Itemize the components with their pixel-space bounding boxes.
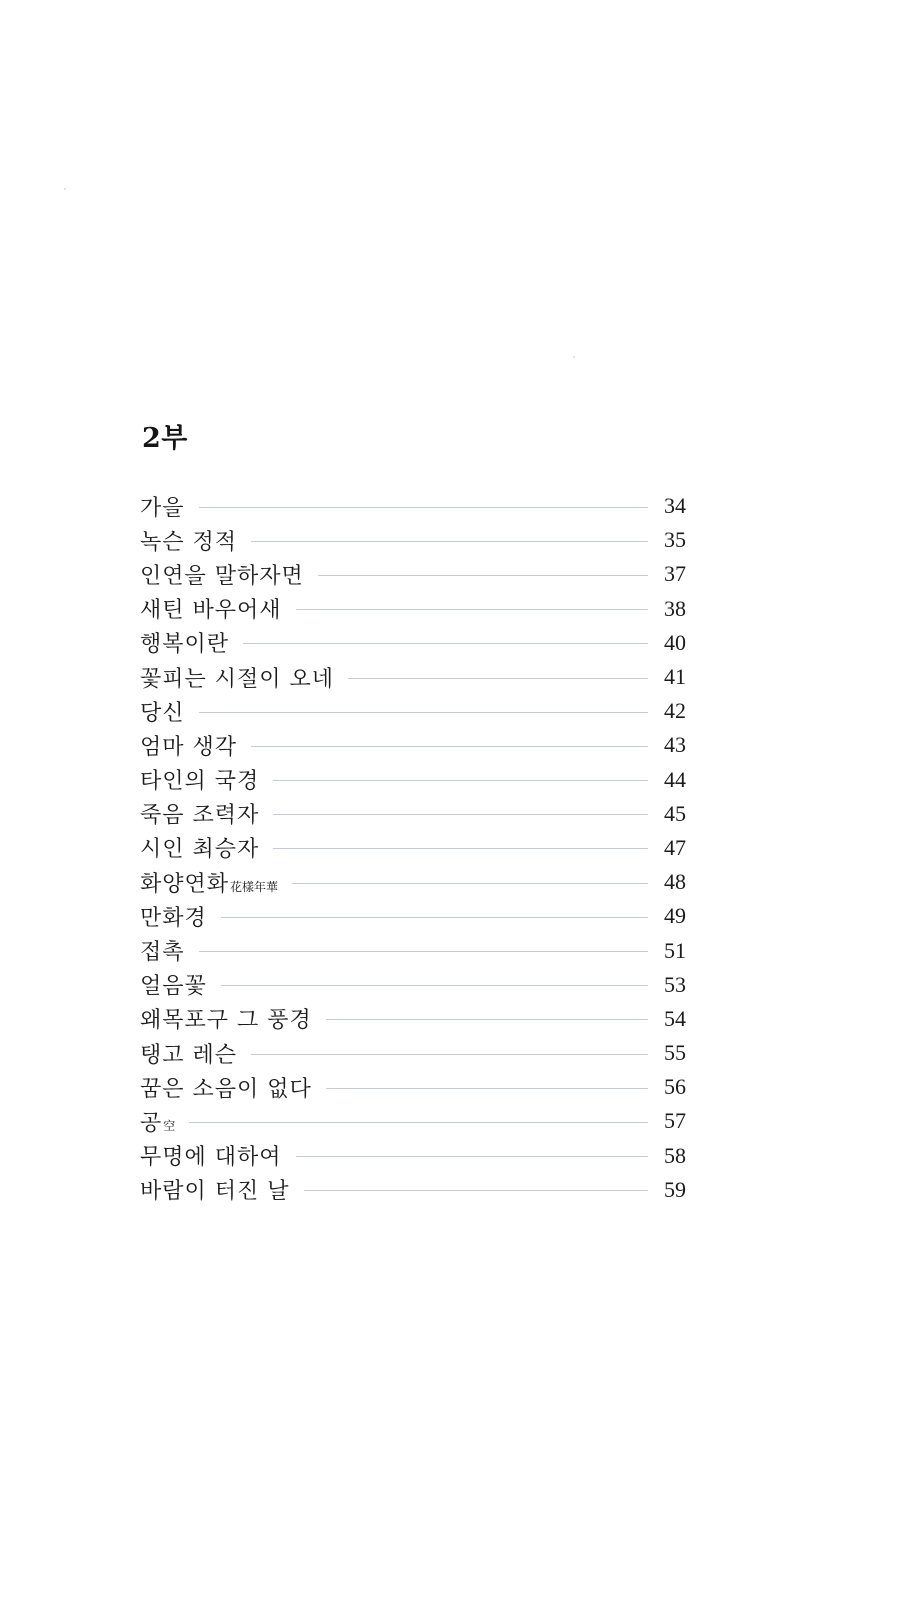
toc-entry-title: 무명에 대하여 (140, 1145, 282, 1171)
toc-entry-title: 죽음 조력자 (140, 803, 260, 829)
toc-entry-title: 타인의 국경 (140, 769, 260, 795)
toc-entry-page: 38 (664, 595, 686, 621)
toc-entry-title: 새틴 바우어새 (140, 598, 282, 624)
toc-entry-hanja: 空 (163, 1118, 176, 1133)
toc-entry-title: 꿈은 소음이 없다 (140, 1076, 312, 1102)
toc-entry (140, 899, 686, 933)
toc-leader-line (189, 1122, 648, 1123)
toc-entry-page: 48 (664, 869, 686, 895)
toc-entry-page: 42 (664, 698, 686, 724)
toc-entry-title: 시인 최승자 (140, 837, 260, 863)
toc-entry-page: 40 (664, 629, 686, 655)
toc-entry-title: 인연을 말하자면 (140, 563, 304, 589)
toc-entry-title: 행복이란 (140, 632, 230, 658)
toc-entry-page: 54 (664, 1005, 686, 1031)
toc-entry (140, 1036, 686, 1070)
toc-leader-line (221, 985, 648, 986)
toc-entry-title: 얼음꽃 (140, 974, 207, 1000)
toc-leader-line (273, 814, 648, 815)
toc-entry-title: 만화경 (140, 905, 207, 931)
toc-leader-line (251, 746, 648, 747)
toc-leader-line (199, 507, 648, 508)
toc-entry (140, 933, 686, 967)
toc-entry-page: 34 (664, 493, 686, 519)
toc-entry-page: 59 (664, 1176, 686, 1202)
toc-entry-page: 57 (664, 1108, 686, 1134)
toc-entry-page: 55 (664, 1040, 686, 1066)
toc-leader-line (221, 917, 648, 918)
toc-entry-title: 탱고 레슨 (140, 1042, 238, 1068)
toc-entry (140, 694, 686, 728)
toc-leader-line (199, 951, 648, 952)
toc-leader-line (273, 848, 648, 849)
toc-entry (140, 557, 686, 591)
toc-entry (140, 728, 686, 762)
toc-entry (140, 1002, 686, 1036)
toc-entry-page: 43 (664, 732, 686, 758)
section-title: 2부 (142, 423, 188, 454)
toc-entry-page: 37 (664, 561, 686, 587)
toc-entry (140, 968, 686, 1002)
toc-leader-line (348, 678, 648, 679)
toc-entry-page: 44 (664, 766, 686, 792)
toc-entry-page: 51 (664, 937, 686, 963)
toc-entry-page: 41 (664, 664, 686, 690)
toc-entry (140, 865, 686, 899)
toc-leader-line (199, 712, 648, 713)
toc-entry (140, 1070, 686, 1104)
toc-leader-line (326, 1019, 648, 1020)
toc-leader-line (251, 1054, 648, 1055)
toc-entry-title: 녹슨 정적 (140, 529, 238, 555)
toc-entry (140, 797, 686, 831)
toc-leader-line (304, 1190, 649, 1191)
toc-leader-line (292, 883, 648, 884)
toc-entry-page: 58 (664, 1142, 686, 1168)
toc-entry-title: 엄마 생각 (140, 734, 238, 760)
toc-entry-page: 56 (664, 1074, 686, 1100)
toc-leader-line (296, 609, 648, 610)
toc-entry-title: 가을 (140, 495, 185, 521)
toc-entry-title: 왜목포구 그 풍경 (140, 1008, 312, 1034)
toc-leader-line (273, 780, 648, 781)
toc-entry-page: 53 (664, 971, 686, 997)
toc-entry (140, 660, 686, 694)
toc-entry-page: 45 (664, 800, 686, 826)
toc-entry (140, 831, 686, 865)
toc-entry-hanja: 花樣年華 (230, 879, 279, 894)
toc-leader-line (251, 541, 648, 542)
toc-entry-title: 공空 (140, 1110, 176, 1136)
toc-entry (140, 1104, 686, 1138)
paper-speck (573, 356, 575, 358)
toc-leader-line (318, 575, 648, 576)
paper-speck (64, 188, 66, 190)
table-of-contents (140, 489, 686, 1207)
toc-leader-line (243, 643, 648, 644)
toc-entry-page: 49 (664, 903, 686, 929)
toc-entry-title: 당신 (140, 700, 185, 726)
toc-leader-line (296, 1156, 648, 1157)
toc-entry (140, 489, 686, 523)
toc-entry (140, 1173, 686, 1207)
toc-entry (140, 763, 686, 797)
toc-entry-page: 35 (664, 527, 686, 553)
toc-entry-title: 꽃피는 시절이 오네 (140, 666, 335, 692)
toc-entry (140, 592, 686, 626)
toc-entry-page: 47 (664, 834, 686, 860)
toc-entry-title: 바람이 터진 날 (140, 1179, 290, 1205)
toc-entry (140, 523, 686, 557)
toc-entry (140, 1139, 686, 1173)
toc-leader-line (326, 1088, 648, 1089)
toc-entry-title: 화양연화花樣年華 (140, 871, 279, 897)
toc-entry (140, 626, 686, 660)
toc-entry-title: 접촉 (140, 940, 185, 966)
